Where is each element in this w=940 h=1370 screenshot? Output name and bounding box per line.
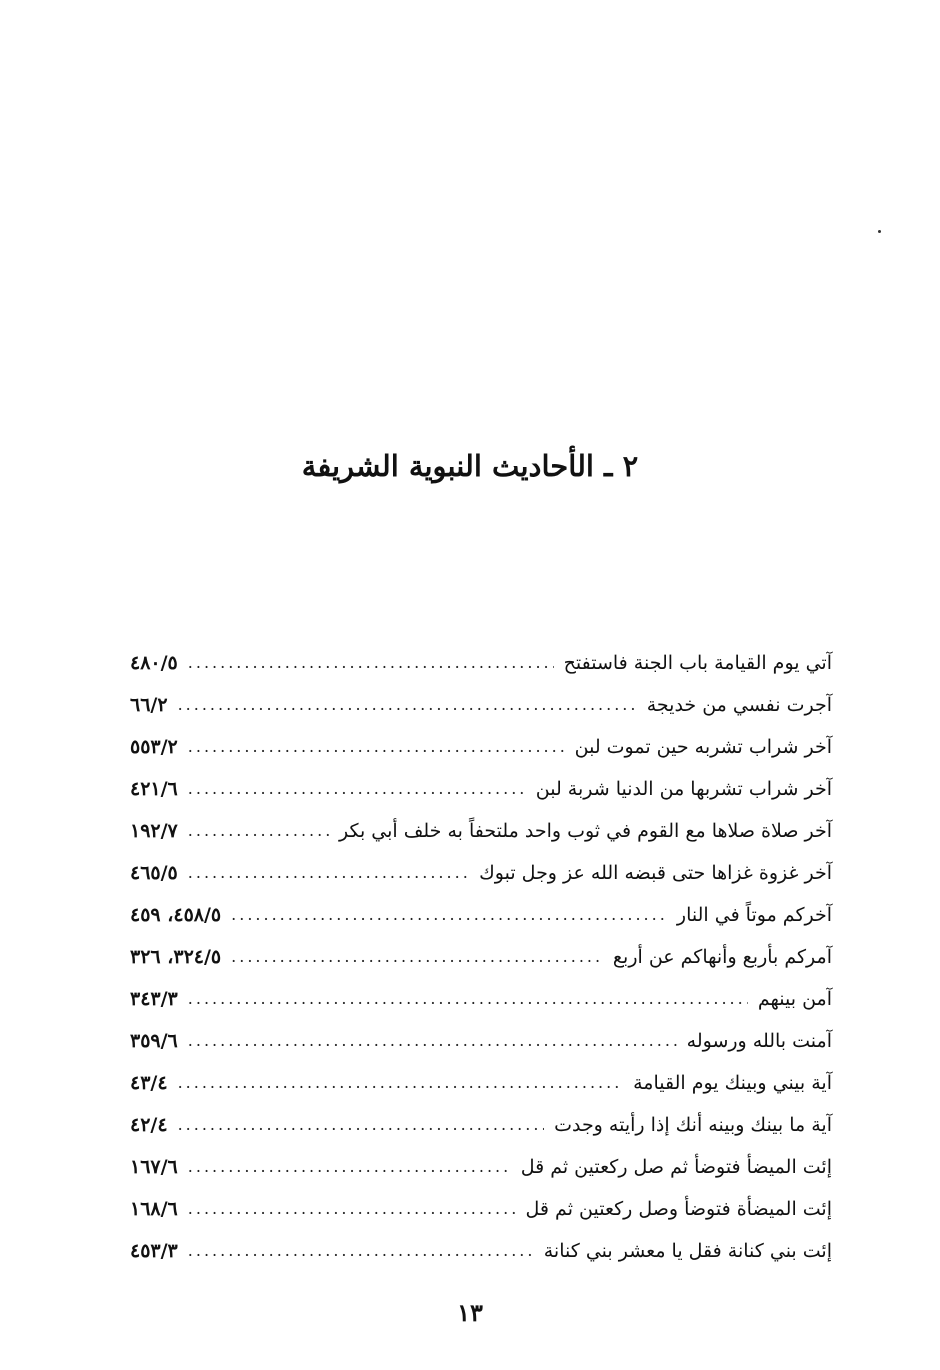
volume-page-reference: ٤٥٨/٥، ٤٥٩ [130, 904, 222, 926]
leader-dots [188, 818, 329, 844]
index-entry [130, 804, 832, 846]
leader-dots [188, 1196, 516, 1222]
leader-dots [188, 1238, 534, 1264]
leader-dots [188, 734, 565, 760]
volume-page-reference: ١٦٧/٦ [130, 1156, 178, 1178]
volume-page-reference: ٤٢١/٦ [130, 778, 178, 800]
leader-dots [231, 902, 667, 928]
index-entry [130, 1182, 832, 1224]
index-entry [130, 1224, 832, 1266]
leader-dots [178, 1070, 624, 1096]
entry-text: إئت الميضأة فتوضأ وصل ركعتين ثم قل [525, 1198, 832, 1220]
entry-text: آتي يوم القيامة باب الجنة فاستفتح [563, 652, 832, 674]
page-title: ٢ ـ الأحاديث النبوية الشريفة [301, 449, 639, 483]
volume-page-reference: ٤٦٥/٥ [130, 862, 178, 884]
volume-page-reference: ٤٥٣/٣ [130, 1240, 178, 1262]
index-entry [130, 1098, 832, 1140]
index-entry [130, 888, 832, 930]
entry-text: آخر شراب تشربه حين تموت لبن [574, 736, 832, 758]
volume-page-reference: ٤٣/٤ [130, 1072, 168, 1094]
volume-page-reference: ١٦٨/٦ [130, 1198, 178, 1220]
volume-page-reference: ٥٥٣/٢ [130, 736, 178, 758]
leader-dots [188, 986, 748, 1012]
page-speck [878, 230, 881, 233]
entry-text: آمركم بأربع وأنهاكم عن أربع [612, 946, 832, 968]
volume-page-reference: ٣٥٩/٦ [130, 1030, 178, 1052]
index-entry [130, 1056, 832, 1098]
index-entry [130, 930, 832, 972]
index-entry [130, 720, 832, 762]
leader-dots [188, 860, 469, 886]
entry-text: آخر شراب تشربها من الدنيا شربة لبن [535, 778, 832, 800]
entry-text: آية ما بينك وبينه أنك إذا رأيته وجدت [554, 1114, 832, 1136]
entry-text: آية بيني وبينك يوم القيامة [633, 1072, 832, 1094]
leader-dots [188, 1028, 677, 1054]
entry-text: إئت بني كنانة فقل يا معشر بني كنانة [543, 1240, 832, 1262]
index-entry [130, 762, 832, 804]
entry-text: إئت الميضأ فتوضأ ثم صل ركعتين ثم قل [520, 1156, 832, 1178]
index-entry [130, 1014, 832, 1056]
leader-dots [178, 1112, 545, 1138]
leader-dots [188, 650, 554, 676]
leader-dots [178, 692, 637, 718]
index-entry [130, 972, 832, 1014]
volume-page-reference: ٤٢/٤ [130, 1114, 168, 1136]
volume-page-reference: ١٩٢/٧ [130, 820, 178, 842]
index-entry [130, 846, 832, 888]
hadith-index-list [130, 636, 832, 1266]
entry-text: آخر صلاة صلاها مع القوم في ثوب واحد ملتحفاً به خلف أبي بكر [338, 820, 832, 842]
volume-page-reference: ٤٨٠/٥ [130, 652, 178, 674]
leader-dots [188, 776, 526, 802]
entry-text: آجرت نفسي من خديجة [646, 694, 832, 716]
entry-text: آخر غزوة غزاها حتى قبضه الله عز وجل تبوك [479, 862, 832, 884]
index-entry [130, 636, 832, 678]
page-number: ١٣ [457, 1298, 483, 1327]
leader-dots [188, 1154, 511, 1180]
entry-text: آخركم موتاً في النار [676, 904, 832, 926]
volume-page-reference: ٦٦/٢ [130, 694, 168, 716]
leader-dots [231, 944, 603, 970]
entry-text: آمنت بالله ورسوله [686, 1030, 832, 1052]
volume-page-reference: ٣٢٤/٥، ٣٢٦ [130, 946, 222, 968]
index-entry [130, 1140, 832, 1182]
index-entry [130, 678, 832, 720]
entry-text: آمن بينهم [757, 988, 832, 1010]
volume-page-reference: ٣٤٣/٣ [130, 988, 178, 1010]
